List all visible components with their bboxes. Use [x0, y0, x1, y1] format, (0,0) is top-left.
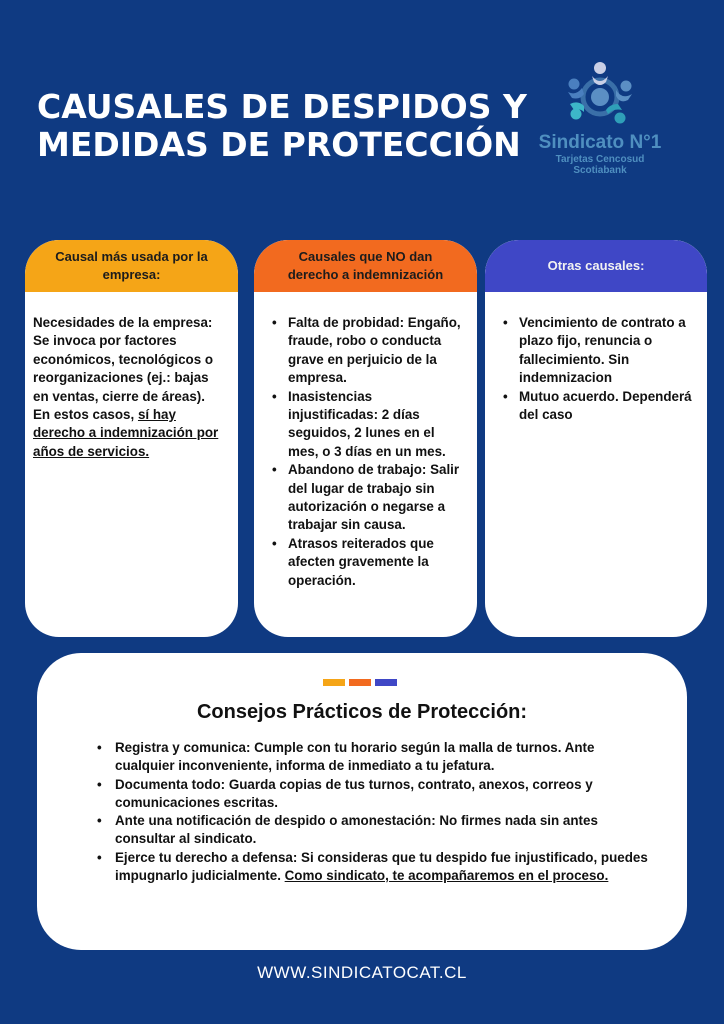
color-bars-decoration [323, 679, 397, 686]
no-indemnity-list [264, 314, 463, 590]
union-subtitle-line-2: Scotiabank [573, 165, 627, 176]
card-no-indemnity-body [254, 292, 477, 590]
card-no-indemnity-heading: Causales que NO dan derecho a indemnización [254, 240, 477, 292]
list-item: • Documenta todo: Guarda copias de tus turnos, contrato, anexos, correos y comunicaciones escritas. [95, 776, 655, 813]
card-other-causes [485, 240, 707, 637]
tip-defense-highlight: Como sindicato, te acompañaremos en el proceso. [284, 868, 609, 884]
union-logo [520, 60, 680, 176]
people-circle-logo-icon [562, 60, 638, 130]
list-item: • Falta de probidad: Engaño, fraude, robo o conducta grave en perjuicio de la empresa. [264, 314, 463, 388]
list-item: • Inasistencias injustificadas: 2 días seguidos, 2 lunes en el mes, o 3 días en un mes. [264, 388, 463, 462]
card-most-used-cause [25, 240, 238, 637]
yellow-bar [323, 679, 345, 686]
card-other-body [485, 292, 707, 424]
list-item: • Registra y comunica: Cumple con tu horario según la malla de turnos. Ante cualquier inconveniente, informa de inmediato a tu jefatura. [95, 739, 655, 776]
union-name: Sindicato N°1 [538, 132, 662, 153]
card-most-used-heading: Causal más usada por la empresa: [25, 240, 238, 292]
list-item: • Ante una notificación de despido o amonestación: No firmes nada sin antes consultar al sindicato. [95, 812, 655, 849]
list-item: • Atrasos reiterados que afecten gravemente la operación. [264, 535, 463, 590]
union-subtitle-line-1: Tarjetas Cencosud [555, 154, 645, 165]
title-line-1: CAUSALES DE DESPIDOS Y [37, 87, 527, 126]
list-item [95, 849, 655, 886]
protection-tips-panel [37, 653, 687, 950]
card-other-heading: Otras causales: [485, 240, 707, 292]
indigo-bar [375, 679, 397, 686]
card-most-used-text: Necesidades de la empresa: Se invoca por factores económicos, tecnológicos o reorganizaciones (ej.: bajas en ventas, cierre de áreas). En estos casos, [33, 315, 214, 423]
title-line-2: MEDIDAS DE PROTECCIÓN [37, 125, 521, 164]
tips-list [95, 739, 655, 885]
card-most-used-body [25, 292, 238, 461]
list-item: • Vencimiento de contrato a plazo fijo, renuncia o fallecimiento. Sin indemnizacion [495, 314, 693, 388]
website-link[interactable]: WWW.SINDICATOCAT.CL [257, 963, 467, 982]
orange-bar [349, 679, 371, 686]
card-most-used-highlight: sí hay derecho a indemnización por años de servicios. [33, 407, 219, 459]
tips-title: Consejos Prácticos de Protección: [196, 701, 528, 723]
list-item: • Abandono de trabajo: Salir del lugar de trabajo sin autorización o negarse a trabajar sin causa. [264, 461, 463, 535]
other-causes-list [495, 314, 693, 424]
card-no-indemnity-causes [254, 240, 477, 637]
list-item: • Mutuo acuerdo. Dependerá del caso [495, 388, 693, 425]
tip-defense-text: Ejerce tu derecho a defensa: Si consideras que tu despido fue injustificado, puedes impugnarlo judicialmente. [115, 849, 648, 884]
page-title [37, 87, 527, 164]
